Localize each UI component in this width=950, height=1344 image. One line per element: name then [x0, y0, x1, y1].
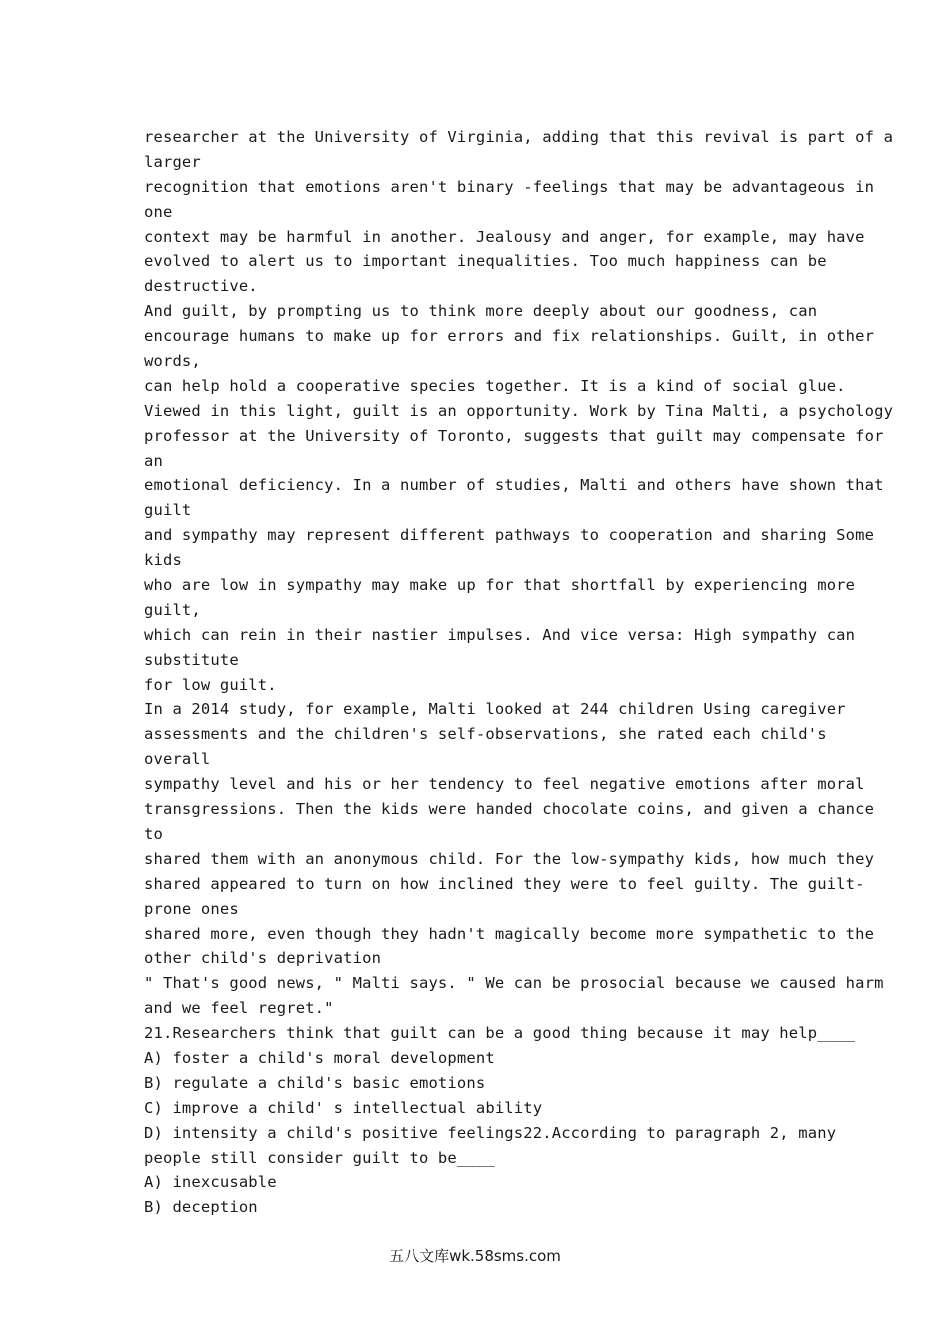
- text-line: words,: [144, 352, 201, 371]
- text-line: one: [144, 202, 173, 221]
- answer-option: A) inexcusable: [144, 1173, 277, 1192]
- text-line: guilt: [144, 501, 192, 520]
- text-line: and sympathy may represent different pathways to cooperation and sharing Some: [144, 526, 875, 545]
- footer-watermark: 五八文库wk.58sms.com: [389, 1247, 561, 1265]
- text-line: In a 2014 study, for example, Malti looked at 244 children Using caregiver: [144, 700, 846, 719]
- text-line: evolved to alert us to important inequalities. Too much happiness can be: [144, 252, 827, 271]
- text-line: professor at the University of Toronto, suggests that guilt may compensate for: [144, 426, 884, 445]
- answer-option: B) deception: [144, 1198, 258, 1217]
- text-line: can help hold a cooperative species together. It is a kind of social glue.: [144, 376, 846, 395]
- answer-option: A) foster a child's moral development: [144, 1048, 495, 1067]
- text-line: shared more, even though they hadn't magically become more sympathetic to the: [144, 924, 875, 943]
- answer-option: C) improve a child' s intellectual ability: [144, 1098, 543, 1117]
- text-line: recognition that emotions aren't binary -feelings that may be advantageous in: [144, 177, 875, 196]
- text-line: context may be harmful in another. Jealousy and anger, for example, may have: [144, 227, 865, 246]
- text-line: encourage humans to make up for errors and fix relationships. Guilt, in other: [144, 327, 875, 346]
- text-line: And guilt, by prompting us to think more deeply about our goodness, can: [144, 302, 818, 321]
- text-line: guilt,: [144, 600, 201, 619]
- text-line: for low guilt.: [144, 675, 277, 694]
- text-line: other child's deprivation: [144, 949, 382, 968]
- text-line: kids: [144, 551, 182, 570]
- text-line: shared appeared to turn on how inclined they were to feel guilty. The guilt-: [144, 874, 865, 893]
- text-line: who are low in sympathy may make up for that shortfall by experiencing more: [144, 576, 856, 595]
- answer-option: D) intensity a child's positive feelings22.According to paragraph 2, many: [144, 1123, 837, 1142]
- text-line: " That's good news, " Malti says. " We can be prosocial because we caused harm: [144, 974, 884, 993]
- question-stem: people still consider guilt to be____: [144, 1148, 495, 1167]
- text-line: emotional deficiency. In a number of studies, Malti and others have shown that: [144, 476, 884, 495]
- text-line: an: [144, 451, 163, 470]
- text-line: Viewed in this light, guilt is an opportunity. Work by Tina Malti, a psychology: [144, 401, 894, 420]
- text-line: assessments and the children's self-observations, she rated each child's: [144, 725, 827, 744]
- text-line: overall: [144, 750, 211, 769]
- text-line: and we feel regret.": [144, 999, 334, 1018]
- text-line: which can rein in their nastier impulses. And vice versa: High sympathy can: [144, 625, 856, 644]
- document-body: [144, 125, 894, 1220]
- answer-option: B) regulate a child's basic emotions: [144, 1073, 486, 1092]
- text-line: prone ones: [144, 899, 239, 918]
- text-line: shared them with an anonymous child. For the low-sympathy kids, how much they: [144, 849, 875, 868]
- text-line: to: [144, 824, 163, 843]
- question-stem: 21.Researchers think that guilt can be a good thing because it may help____: [144, 1024, 856, 1043]
- text-line: sympathy level and his or her tendency to feel negative emotions after moral: [144, 775, 865, 794]
- text-line: researcher at the University of Virginia, adding that this revival is part of a: [144, 128, 894, 146]
- text-line: substitute: [144, 650, 239, 669]
- text-line: larger: [144, 152, 201, 171]
- text-line: transgressions. Then the kids were handed chocolate coins, and given a chance: [144, 800, 875, 819]
- text-line: destructive.: [144, 277, 258, 296]
